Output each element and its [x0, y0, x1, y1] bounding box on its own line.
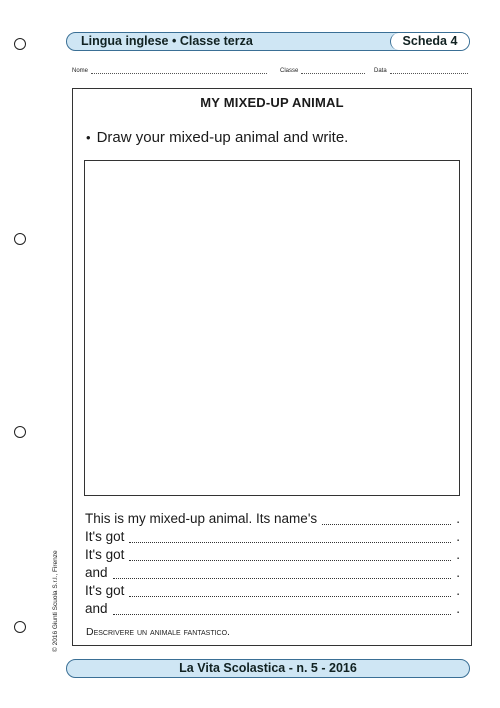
binder-hole-lower-middle — [14, 426, 26, 438]
class-dotted-line — [301, 67, 365, 74]
writing-line-period: . — [456, 565, 460, 580]
writing-line-1[interactable] — [85, 511, 460, 529]
writing-line-dotted — [113, 568, 452, 579]
binder-hole-upper-middle — [14, 233, 26, 245]
writing-line-dotted — [129, 532, 451, 543]
name-label: Nome — [72, 68, 89, 74]
writing-line-4[interactable] — [85, 565, 460, 583]
name-field[interactable] — [72, 67, 267, 74]
writing-line-period: . — [456, 601, 460, 616]
header-sheet-number: Scheda 4 — [390, 33, 469, 50]
header-subject: Lingua inglese • Classe terza — [81, 34, 253, 48]
writing-line-period: . — [456, 529, 460, 544]
footer-bar: La Vita Scolastica - n. 5 - 2016 — [66, 659, 470, 678]
writing-line-6[interactable] — [85, 601, 460, 619]
writing-line-dotted — [129, 550, 451, 561]
writing-line-prefix: This is my mixed-up animal. Its name's — [85, 511, 318, 526]
writing-line-prefix: and — [85, 565, 108, 580]
writing-line-prefix: It's got — [85, 583, 125, 598]
instruction-text: Draw your mixed-up animal and write. — [96, 129, 349, 146]
date-dotted-line — [390, 67, 468, 74]
class-label: Classe — [280, 68, 299, 74]
writing-line-period: . — [456, 583, 460, 598]
writing-line-prefix: It's got — [85, 529, 125, 544]
binder-hole-top — [14, 38, 26, 50]
date-field[interactable] — [374, 67, 468, 74]
drawing-area[interactable] — [84, 160, 460, 496]
writing-line-2[interactable] — [85, 529, 460, 547]
writing-line-period: . — [456, 511, 460, 526]
writing-line-dotted — [113, 604, 452, 615]
instruction — [86, 129, 348, 146]
class-field[interactable] — [280, 67, 365, 74]
instruction-bullet: • — [86, 130, 91, 145]
italian-instruction: Descrivere un animale fantastico. — [86, 626, 230, 638]
binder-hole-bottom — [14, 621, 26, 633]
writing-line-period: . — [456, 547, 460, 562]
writing-line-dotted — [322, 514, 451, 525]
writing-line-5[interactable] — [85, 583, 460, 601]
writing-line-3[interactable] — [85, 547, 460, 565]
date-label: Data — [374, 68, 387, 74]
header-bar — [66, 32, 470, 51]
writing-line-prefix: and — [85, 601, 108, 616]
worksheet-title: MY MIXED-UP ANIMAL — [200, 95, 344, 110]
writing-line-dotted — [129, 586, 451, 597]
name-dotted-line — [91, 67, 267, 74]
copyright-notice: © 2016 Giunti Scuola S.r.l., Firenze — [52, 550, 59, 652]
writing-line-prefix: It's got — [85, 547, 125, 562]
